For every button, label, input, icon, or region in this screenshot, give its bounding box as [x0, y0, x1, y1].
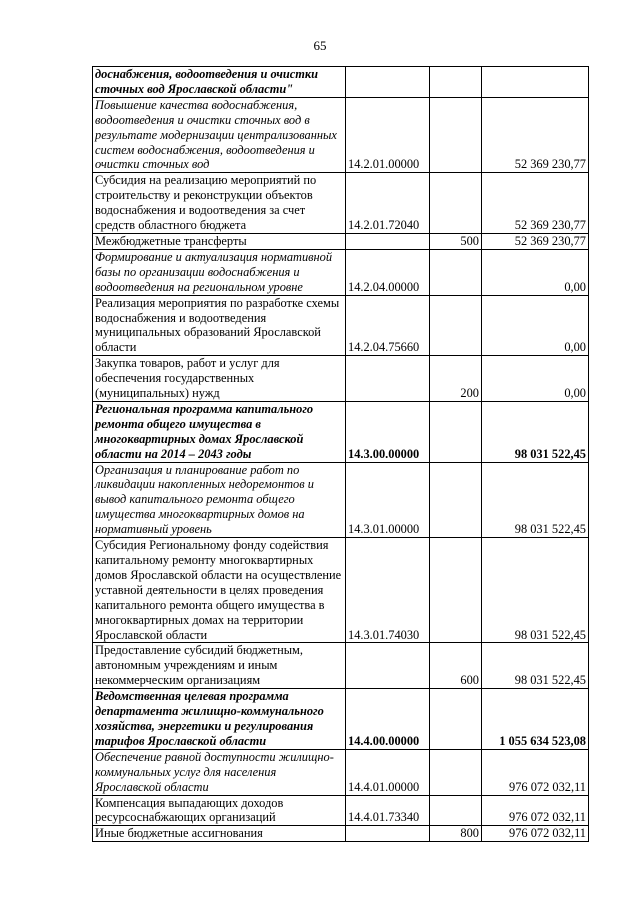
row-amount: 976 072 032,11 [482, 795, 589, 826]
row-target-code: 14.2.04.00000 [346, 249, 430, 295]
row-expense-type [430, 538, 482, 643]
table-row [93, 173, 589, 234]
row-target-code: 14.4.01.73340 [346, 795, 430, 826]
table-row [93, 233, 589, 249]
table-row [93, 401, 589, 462]
row-name: доснабжения, водоотведения и очистки сточных вод Ярославской области" [93, 67, 346, 98]
row-name: Субсидия Региональному фонду содействия капитальному ремонту многоквартирных домов Ярославской области на осуществление уставной деятельности в целях проведения капитального ремонта общего имущества в многоквартирных домах на территории Ярославской области [93, 538, 346, 643]
row-expense-type [430, 689, 482, 750]
row-target-code: 14.4.00.00000 [346, 689, 430, 750]
row-expense-type: 500 [430, 233, 482, 249]
row-expense-type [430, 173, 482, 234]
row-name: Региональная программа капитального ремонта общего имущества в многоквартирных домах Ярославской области на 2014 – 2043 годы [93, 401, 346, 462]
row-name: Межбюджетные трансферты [93, 233, 346, 249]
table-row [93, 295, 589, 356]
row-target-code [346, 826, 430, 842]
row-target-code [346, 356, 430, 402]
row-target-code [346, 643, 430, 689]
table-row [93, 538, 589, 643]
row-expense-type [430, 749, 482, 795]
row-name: Повышение качества водоснабжения, водоотведения и очистки сточных вод в результате модернизации централизованных систем водоснабжения, водоотведения и очистки сточных вод [93, 97, 346, 173]
row-name: Организация и планирование работ по ликвидации накопленных недоремонтов и вывод капитального ремонта общего имущества многоквартирных домов на нормативный уровень [93, 462, 346, 538]
row-name: Ведомственная целевая программа департамента жилищно-коммунального хозяйства, энергетики и регулирования тарифов Ярославской области [93, 689, 346, 750]
row-amount: 52 369 230,77 [482, 97, 589, 173]
row-expense-type [430, 795, 482, 826]
row-name: Предоставление субсидий бюджетным, автономным учреждениям и иным некоммерческим организациям [93, 643, 346, 689]
row-expense-type: 200 [430, 356, 482, 402]
row-expense-type [430, 249, 482, 295]
row-amount: 98 031 522,45 [482, 538, 589, 643]
row-target-code: 14.2.01.72040 [346, 173, 430, 234]
budget-table-body [93, 67, 589, 842]
table-row [93, 795, 589, 826]
row-expense-type: 800 [430, 826, 482, 842]
row-amount: 976 072 032,11 [482, 826, 589, 842]
row-name: Формирование и актуализация нормативной базы по организации водоснабжения и водоотведения на региональном уровне [93, 249, 346, 295]
row-target-code: 14.3.01.74030 [346, 538, 430, 643]
row-expense-type [430, 67, 482, 98]
row-amount: 0,00 [482, 356, 589, 402]
row-expense-type [430, 462, 482, 538]
row-amount: 1 055 634 523,08 [482, 689, 589, 750]
row-target-code: 14.2.01.00000 [346, 97, 430, 173]
row-target-code [346, 67, 430, 98]
row-target-code: 14.3.01.00000 [346, 462, 430, 538]
row-amount: 52 369 230,77 [482, 233, 589, 249]
row-amount [482, 67, 589, 98]
row-amount: 98 031 522,45 [482, 401, 589, 462]
row-amount: 52 369 230,77 [482, 173, 589, 234]
row-expense-type [430, 295, 482, 356]
table-row [93, 826, 589, 842]
row-name: Закупка товаров, работ и услуг для обеспечения государственных (муниципальных) нужд [93, 356, 346, 402]
row-target-code: 14.3.00.00000 [346, 401, 430, 462]
row-name: Реализация мероприятия по разработке схемы водоснабжения и водоотведения муниципальных образований Ярославской области [93, 295, 346, 356]
row-target-code [346, 233, 430, 249]
table-row [93, 462, 589, 538]
table-row [93, 249, 589, 295]
row-target-code: 14.4.01.00000 [346, 749, 430, 795]
table-row [93, 67, 589, 98]
page-number: 65 [313, 38, 327, 53]
table-row [93, 749, 589, 795]
row-amount: 98 031 522,45 [482, 643, 589, 689]
row-amount: 0,00 [482, 295, 589, 356]
row-amount: 976 072 032,11 [482, 749, 589, 795]
row-amount: 98 031 522,45 [482, 462, 589, 538]
row-name: Обеспечение равной доступности жилищно-коммунальных услуг для населения Ярославской области [93, 749, 346, 795]
row-expense-type [430, 401, 482, 462]
row-name: Компенсация выпадающих доходов ресурсоснабжающих организаций [93, 795, 346, 826]
budget-table [92, 66, 589, 842]
table-row [93, 689, 589, 750]
row-name: Иные бюджетные ассигнования [93, 826, 346, 842]
row-name: Субсидия на реализацию мероприятий по строительству и реконструкции объектов водоснабжения и водоотведения за счет средств областного бюджета [93, 173, 346, 234]
table-row [93, 97, 589, 173]
row-expense-type: 600 [430, 643, 482, 689]
row-target-code: 14.2.04.75660 [346, 295, 430, 356]
row-expense-type [430, 97, 482, 173]
table-row [93, 643, 589, 689]
row-amount: 0,00 [482, 249, 589, 295]
table-row [93, 356, 589, 402]
